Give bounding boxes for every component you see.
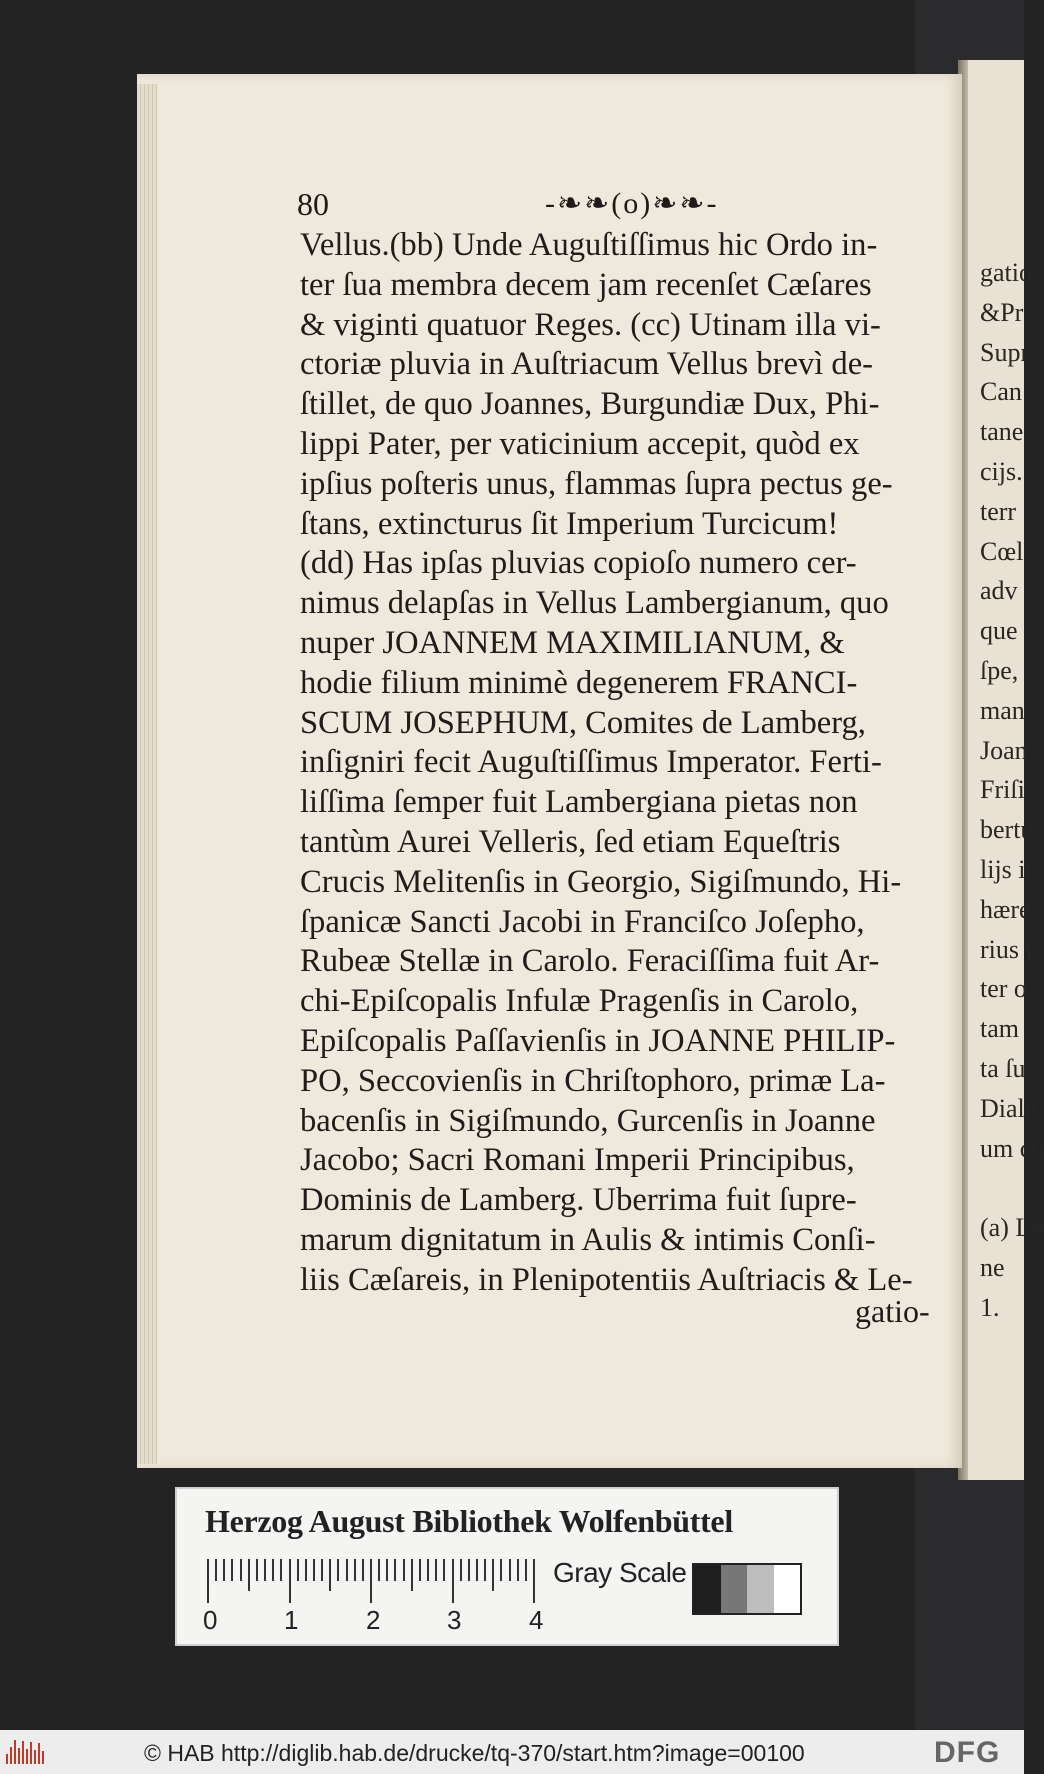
logo-bar bbox=[38, 1743, 40, 1764]
footer-bar bbox=[0, 1730, 1024, 1774]
text-line: inſigniri fecit Auguſtiſſimus Imperator. Ferti- bbox=[300, 744, 882, 781]
ruler-tick bbox=[207, 1559, 209, 1603]
facing-text-fragment: tam bbox=[980, 1014, 1019, 1044]
ruler-tick bbox=[362, 1559, 364, 1581]
ruler-tick bbox=[378, 1559, 380, 1581]
facing-text-fragment: Friſi bbox=[980, 775, 1025, 805]
ruler-tick bbox=[354, 1559, 356, 1581]
text-line: (dd) Has ipſas pluvias copioſo numero cer- bbox=[300, 545, 857, 582]
page-text bbox=[300, 226, 940, 1301]
ruler-tick bbox=[256, 1559, 258, 1581]
facing-text-fragment: &Pr bbox=[980, 297, 1024, 327]
facing-text-fragment: gatio bbox=[980, 258, 1032, 287]
ruler-tick bbox=[297, 1559, 299, 1581]
text-line: chi-Epiſcopalis Infulæ Pragenſis in Carolo, bbox=[300, 983, 859, 1020]
dfg-logo: DFG bbox=[934, 1736, 1001, 1769]
ruler-tick bbox=[223, 1559, 225, 1581]
text-line: tantùm Aurei Velleris, ſed etiam Equeſtris bbox=[300, 823, 841, 860]
facing-page bbox=[960, 60, 1044, 1480]
catchword: gatio- bbox=[855, 1293, 930, 1329]
page-edges bbox=[137, 84, 157, 1464]
text-line: ipſius poſteris unus, flammas ſupra pectus ge- bbox=[300, 465, 893, 502]
text-line: Epiſcopalis Paſſavienſis in JOANNE PHILIP- bbox=[300, 1022, 896, 1059]
facing-text-fragment: cijs. bbox=[980, 457, 1023, 486]
ruler-tick bbox=[321, 1559, 323, 1581]
text-line: Jacobo; Sacri Romani Imperii Principibus, bbox=[300, 1142, 855, 1179]
ruler-tick bbox=[231, 1559, 233, 1581]
ruler-tick bbox=[517, 1559, 519, 1581]
facing-text-fragment: Supr bbox=[980, 337, 1030, 367]
facing-text-fragment: man bbox=[980, 695, 1025, 725]
text-line: nimus delapſas in Vellus Lambergianum, quo bbox=[300, 585, 889, 622]
color-calibration-card bbox=[175, 1487, 839, 1646]
ruler-tick bbox=[468, 1559, 470, 1581]
ruler-tick bbox=[215, 1559, 217, 1581]
text-line: marum dignitatum in Aulis & intimis Conſi- bbox=[300, 1221, 876, 1258]
hab-logo-icon bbox=[6, 1740, 46, 1764]
ruler-label-1: 1 bbox=[284, 1605, 299, 1635]
ruler-tick bbox=[427, 1559, 429, 1581]
ruler-tick bbox=[264, 1559, 266, 1581]
ruler-tick bbox=[280, 1559, 282, 1581]
facing-text-fragment: ta ſu bbox=[980, 1054, 1026, 1083]
text-line: PO, Seccovienſis in Chriſtophoro, primæ La- bbox=[300, 1062, 886, 1099]
facing-text-fragment: terr bbox=[980, 496, 1017, 526]
text-line: & viginti quatuor Reges. (cc) Utinam illa vi- bbox=[300, 306, 881, 343]
facing-text-fragment: Joan bbox=[980, 735, 1028, 765]
logo-bar bbox=[34, 1750, 36, 1764]
ruler-tick bbox=[240, 1559, 242, 1581]
ruler-tick bbox=[403, 1559, 405, 1581]
text-line: liſſima ſemper fuit Lambergiana pietas non bbox=[300, 784, 858, 821]
ruler-tick bbox=[492, 1559, 494, 1591]
ruler-tick bbox=[386, 1559, 388, 1581]
ruler-tick bbox=[484, 1559, 486, 1581]
gray-swatch-3 bbox=[774, 1565, 801, 1613]
ruler-tick bbox=[394, 1559, 396, 1581]
text-line: Rubeæ Stellæ in Carolo. Feraciſſima fuit Ar- bbox=[300, 943, 880, 980]
logo-bar bbox=[42, 1751, 44, 1764]
facing-text-fragment: lijs it bbox=[980, 855, 1033, 884]
gray-swatch-2 bbox=[747, 1565, 774, 1613]
text-line: Crucis Melitenſis in Georgio, Sigiſmundo, Hi- bbox=[300, 863, 902, 900]
text-line: ſtans, extincturus ſit Imperium Turcicum! bbox=[300, 505, 839, 542]
ruler-tick bbox=[370, 1559, 372, 1603]
logo-bar bbox=[10, 1747, 12, 1764]
ruler-tick bbox=[248, 1559, 250, 1591]
facing-text-fragment: um cu bbox=[980, 1133, 1044, 1163]
scale-ruler bbox=[207, 1559, 537, 1599]
facing-text-fragment: bertu bbox=[980, 815, 1034, 845]
facing-text-fragment: adv bbox=[980, 576, 1018, 606]
footer-source-link[interactable]: © HAB http://diglib.hab.de/drucke/tq-370/start.htm?image=00100 bbox=[144, 1740, 805, 1766]
ruler-tick bbox=[525, 1559, 527, 1581]
page-number: 80 bbox=[297, 186, 329, 222]
ruler-tick bbox=[460, 1559, 462, 1581]
logo-bar bbox=[6, 1754, 8, 1764]
gray-scale-label: Gray Scale bbox=[553, 1557, 687, 1588]
ruler-label-4: 4 bbox=[529, 1605, 544, 1635]
logo-bar bbox=[26, 1749, 28, 1764]
gray-swatch-1 bbox=[721, 1565, 748, 1613]
ruler-tick bbox=[313, 1559, 315, 1581]
logo-bar bbox=[14, 1740, 16, 1764]
text-line: ſpanicæ Sancti Jacobi in Franciſco Joſepho, bbox=[300, 903, 865, 940]
facing-text-fragment: ne bbox=[980, 1253, 1005, 1282]
facing-text-fragment: Can bbox=[980, 377, 1022, 407]
ruler-tick bbox=[337, 1559, 339, 1581]
text-line: Vellus.(bb) Unde Auguſtiſſimus hic Ordo in- bbox=[300, 227, 878, 263]
text-line: lippi Pater, per vaticinium accepit, quòd ex bbox=[300, 425, 860, 462]
ruler-tick bbox=[500, 1559, 502, 1581]
ruler-tick bbox=[329, 1559, 331, 1591]
facing-text-fragment: 1. bbox=[980, 1292, 1000, 1322]
logo-bar bbox=[30, 1742, 32, 1764]
ruler-label-3: 3 bbox=[447, 1605, 462, 1635]
text-line: liis Cæſareis, in Plenipotentiis Auſtriacis & Le- bbox=[300, 1261, 913, 1298]
ruler-tick bbox=[305, 1559, 307, 1581]
text-line: ſtillet, de quo Joannes, Burgundiæ Dux, Phi- bbox=[300, 386, 880, 423]
text-line: SCUM JOSEPHUM, Comites de Lamberg, bbox=[300, 704, 866, 741]
ruler-tick bbox=[476, 1559, 478, 1581]
facing-text-fragment: ſpe, bbox=[980, 656, 1019, 685]
text-line: ter ſua membra decem jam recenſet Cæſares bbox=[300, 266, 872, 303]
text-line: bacenſis in Sigiſmundo, Gurcenſis in Joanne bbox=[300, 1102, 876, 1139]
facing-text-fragment: Cœl bbox=[980, 536, 1024, 566]
text-line: nuper JOANNEM MAXIMILIANUM, & bbox=[300, 624, 845, 661]
text-line: ctoriæ pluvia in Auſtriacum Vellus brevì de- bbox=[300, 346, 874, 383]
ruler-tick bbox=[272, 1559, 274, 1581]
facing-text-fragment: tane bbox=[980, 417, 1024, 447]
ruler-tick bbox=[289, 1559, 291, 1603]
ruler-tick bbox=[443, 1559, 445, 1581]
ruler-tick bbox=[509, 1559, 511, 1581]
facing-text-fragment: que bbox=[980, 616, 1018, 646]
gray-swatch-0 bbox=[694, 1565, 721, 1613]
logo-bar bbox=[18, 1748, 20, 1764]
ruler-tick bbox=[435, 1559, 437, 1581]
ruler-tick bbox=[533, 1559, 535, 1603]
facing-text-fragment: (a) Le bbox=[980, 1213, 1043, 1243]
ruler-tick bbox=[411, 1559, 413, 1591]
facing-text-fragment: ter o bbox=[980, 974, 1027, 1004]
ruler-tick bbox=[452, 1559, 454, 1603]
text-line: hodie filium minimè degenerem FRANCI- bbox=[300, 664, 858, 701]
text-line: Dominis de Lamberg. Uberrima fuit ſupre- bbox=[300, 1182, 857, 1219]
facing-text-fragment: rius j bbox=[980, 934, 1033, 964]
ruler-label-2: 2 bbox=[366, 1605, 381, 1635]
logo-bar bbox=[22, 1741, 24, 1764]
gray-scale-swatches bbox=[692, 1563, 802, 1615]
ruler-tick bbox=[419, 1559, 421, 1581]
ruler-tick bbox=[346, 1559, 348, 1581]
facing-text-fragment: Diale bbox=[980, 1093, 1037, 1123]
header-ornament: -❧❧(o)❧❧- bbox=[545, 187, 719, 220]
facing-text-fragment: hære bbox=[980, 894, 1031, 924]
ruler-label-0: 0 bbox=[203, 1605, 218, 1635]
library-name: Herzog August Bibliothek Wolfenbüttel bbox=[205, 1503, 733, 1539]
